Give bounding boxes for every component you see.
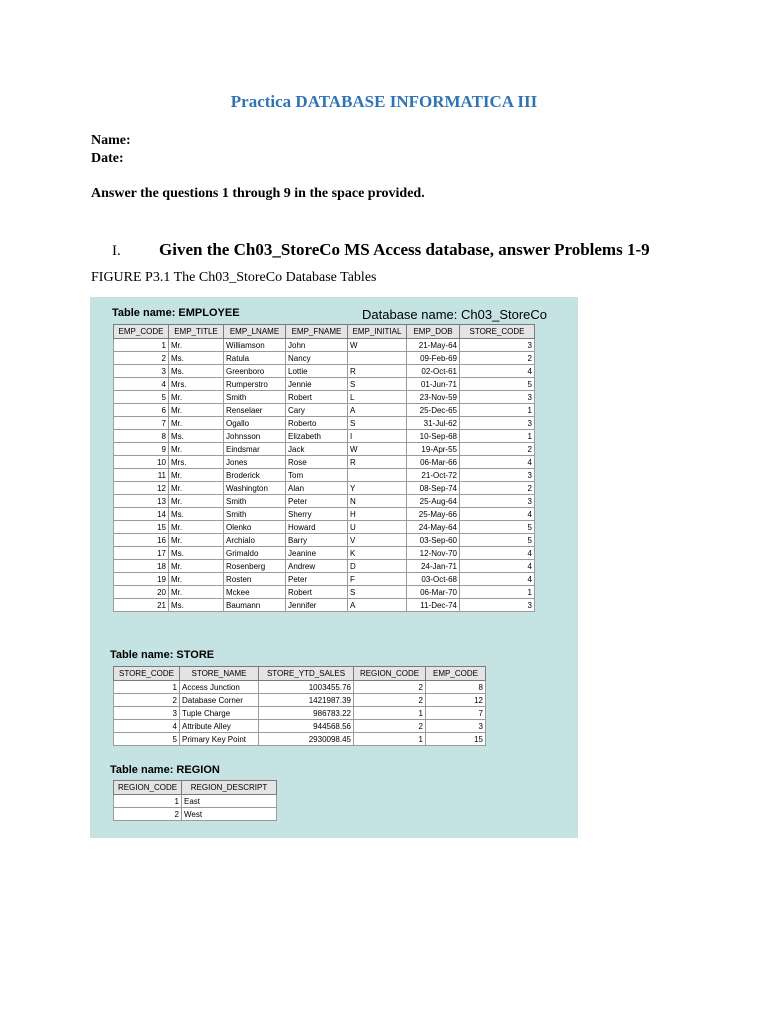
- table-cell: 12-Nov-70: [407, 547, 460, 560]
- table-cell: Renselaer: [224, 404, 286, 417]
- table-cell: 10: [114, 456, 169, 469]
- table-cell: 1: [354, 707, 426, 720]
- table-cell: Mr.: [169, 339, 224, 352]
- table-cell: Tuple Charge: [180, 707, 259, 720]
- table-cell: 3: [460, 391, 535, 404]
- table-cell: Primary Key Point: [180, 733, 259, 746]
- table-row: [114, 547, 535, 560]
- table-cell: 4: [114, 378, 169, 391]
- column-header: EMP_INITIAL: [348, 325, 407, 339]
- table-cell: Rosten: [224, 573, 286, 586]
- table-cell: Robert: [286, 586, 348, 599]
- table-cell: Greenboro: [224, 365, 286, 378]
- table-cell: East: [182, 795, 277, 808]
- table-cell: 3: [460, 599, 535, 612]
- table-cell: 11-Dec-74: [407, 599, 460, 612]
- table-cell: 19: [114, 573, 169, 586]
- table-row: [114, 365, 535, 378]
- table-row: [114, 720, 486, 733]
- column-header: STORE_NAME: [180, 667, 259, 681]
- table-cell: [348, 469, 407, 482]
- instruction-text: Answer the questions 1 through 9 in the space provided.: [91, 186, 425, 201]
- table-cell: A: [348, 599, 407, 612]
- table-cell: 20: [114, 586, 169, 599]
- column-header: STORE_CODE: [114, 667, 180, 681]
- table-cell: Access Junction: [180, 681, 259, 694]
- store-table-name: Table name: STORE: [110, 649, 215, 661]
- table-cell: Mr.: [169, 521, 224, 534]
- table-cell: 3: [426, 720, 486, 733]
- store-table-body: [114, 681, 486, 746]
- table-cell: 23-Nov-59: [407, 391, 460, 404]
- table-cell: 3: [460, 417, 535, 430]
- table-cell: 1: [460, 404, 535, 417]
- table-cell: 08-Sep-74: [407, 482, 460, 495]
- table-cell: 2: [354, 720, 426, 733]
- table-row: [114, 352, 535, 365]
- table-cell: 5: [114, 391, 169, 404]
- table-cell: H: [348, 508, 407, 521]
- table-cell: 25-Dec-65: [407, 404, 460, 417]
- table-cell: 2: [354, 694, 426, 707]
- table-cell: 01-Jun-71: [407, 378, 460, 391]
- table-cell: Mr.: [169, 417, 224, 430]
- table-cell: West: [182, 808, 277, 821]
- table-cell: Rosenberg: [224, 560, 286, 573]
- table-cell: 4: [460, 456, 535, 469]
- table-cell: 7: [114, 417, 169, 430]
- table-cell: Mr.: [169, 573, 224, 586]
- table-cell: 4: [114, 720, 180, 733]
- table-row: [114, 508, 535, 521]
- table-row: [114, 495, 535, 508]
- table-cell: Grimaldo: [224, 547, 286, 560]
- table-row: [114, 391, 535, 404]
- column-header: EMP_DOB: [407, 325, 460, 339]
- table-cell: Mrs.: [169, 456, 224, 469]
- table-cell: 25-Aug-64: [407, 495, 460, 508]
- table-cell: Attribute Alley: [180, 720, 259, 733]
- employee-table-name: Table name: EMPLOYEE: [112, 307, 240, 319]
- table-cell: Eindsmar: [224, 443, 286, 456]
- table-cell: 11: [114, 469, 169, 482]
- table-cell: 1: [460, 586, 535, 599]
- table-cell: D: [348, 560, 407, 573]
- name-label: Name:: [91, 133, 131, 148]
- table-cell: 4: [460, 365, 535, 378]
- table-cell: 2: [354, 681, 426, 694]
- table-cell: Broderick: [224, 469, 286, 482]
- table-cell: [348, 352, 407, 365]
- table-cell: Mr.: [169, 534, 224, 547]
- table-cell: Elizabeth: [286, 430, 348, 443]
- table-cell: 12: [426, 694, 486, 707]
- table-cell: Washington: [224, 482, 286, 495]
- table-cell: 1: [460, 430, 535, 443]
- table-cell: Olenko: [224, 521, 286, 534]
- table-cell: Rumperstro: [224, 378, 286, 391]
- table-cell: 24-May-64: [407, 521, 460, 534]
- table-cell: W: [348, 339, 407, 352]
- table-cell: 16: [114, 534, 169, 547]
- table-row: [114, 795, 277, 808]
- table-cell: 1421987.39: [259, 694, 354, 707]
- table-cell: Williamson: [224, 339, 286, 352]
- table-cell: 18: [114, 560, 169, 573]
- table-cell: 6: [114, 404, 169, 417]
- table-row: [114, 534, 535, 547]
- table-cell: 25-May-66: [407, 508, 460, 521]
- table-cell: Jennifer: [286, 599, 348, 612]
- table-cell: Mr.: [169, 404, 224, 417]
- table-row: [114, 430, 535, 443]
- table-cell: N: [348, 495, 407, 508]
- table-cell: Mr.: [169, 560, 224, 573]
- region-table-body: [114, 795, 277, 821]
- table-cell: 8: [114, 430, 169, 443]
- table-cell: Jones: [224, 456, 286, 469]
- page-title: Practica DATABASE INFORMATICA III: [230, 92, 538, 111]
- table-cell: 03-Oct-68: [407, 573, 460, 586]
- table-row: [114, 808, 277, 821]
- region-table-name: Table name: REGION: [110, 764, 220, 776]
- table-cell: 5: [460, 534, 535, 547]
- table-cell: Mckee: [224, 586, 286, 599]
- table-row: [114, 378, 535, 391]
- table-row: [114, 456, 535, 469]
- table-cell: Sherry: [286, 508, 348, 521]
- table-cell: Roberto: [286, 417, 348, 430]
- table-cell: 9: [114, 443, 169, 456]
- employee-header-row: [114, 325, 535, 339]
- table-row: [114, 733, 486, 746]
- table-cell: Johnsson: [224, 430, 286, 443]
- table-row: [114, 443, 535, 456]
- table-cell: 1: [354, 733, 426, 746]
- table-cell: Howard: [286, 521, 348, 534]
- table-cell: 944568.56: [259, 720, 354, 733]
- table-cell: Mr.: [169, 495, 224, 508]
- table-cell: 5: [114, 733, 180, 746]
- table-cell: Ms.: [169, 365, 224, 378]
- table-cell: Jeanine: [286, 547, 348, 560]
- column-header: EMP_CODE: [114, 325, 169, 339]
- table-cell: Mr.: [169, 469, 224, 482]
- table-row: [114, 586, 535, 599]
- table-cell: Alan: [286, 482, 348, 495]
- table-cell: 4: [460, 547, 535, 560]
- table-cell: W: [348, 443, 407, 456]
- table-cell: Mrs.: [169, 378, 224, 391]
- figure-caption: FIGURE P3.1 The Ch03_StoreCo Database Tables: [91, 270, 377, 285]
- table-cell: Mr.: [169, 586, 224, 599]
- table-cell: U: [348, 521, 407, 534]
- table-cell: Tom: [286, 469, 348, 482]
- table-cell: 03-Sep-60: [407, 534, 460, 547]
- table-cell: Smith: [224, 508, 286, 521]
- table-cell: 06-Mar-70: [407, 586, 460, 599]
- table-cell: Andrew: [286, 560, 348, 573]
- table-cell: Baumann: [224, 599, 286, 612]
- table-cell: S: [348, 378, 407, 391]
- column-header: STORE_CODE: [460, 325, 535, 339]
- table-cell: Rose: [286, 456, 348, 469]
- employee-table-body: [114, 339, 535, 612]
- table-cell: 02-Oct-61: [407, 365, 460, 378]
- table-cell: Y: [348, 482, 407, 495]
- table-cell: 2: [114, 694, 180, 707]
- column-header: REGION_CODE: [114, 781, 182, 795]
- table-cell: 986783.22: [259, 707, 354, 720]
- region-table: [113, 780, 277, 821]
- table-cell: I: [348, 430, 407, 443]
- table-cell: V: [348, 534, 407, 547]
- table-cell: 1003455.76: [259, 681, 354, 694]
- table-cell: Robert: [286, 391, 348, 404]
- table-cell: 21-Oct-72: [407, 469, 460, 482]
- table-row: [114, 339, 535, 352]
- table-cell: 19-Apr-55: [407, 443, 460, 456]
- table-cell: L: [348, 391, 407, 404]
- table-row: [114, 482, 535, 495]
- table-cell: Jennie: [286, 378, 348, 391]
- table-cell: 2: [114, 808, 182, 821]
- table-cell: A: [348, 404, 407, 417]
- section-heading: Given the Ch03_StoreCo MS Access database, answer Problems 1-9: [159, 240, 650, 259]
- table-cell: Ms.: [169, 508, 224, 521]
- table-cell: 2: [460, 443, 535, 456]
- table-cell: 2930098.45: [259, 733, 354, 746]
- table-cell: Jack: [286, 443, 348, 456]
- table-cell: 3: [460, 469, 535, 482]
- table-cell: 13: [114, 495, 169, 508]
- table-cell: 24-Jan-71: [407, 560, 460, 573]
- table-cell: Lottie: [286, 365, 348, 378]
- table-cell: R: [348, 456, 407, 469]
- table-cell: 17: [114, 547, 169, 560]
- table-cell: R: [348, 365, 407, 378]
- employee-table: [113, 324, 535, 612]
- database-name: Database name: Ch03_StoreCo: [362, 307, 548, 322]
- table-row: [114, 573, 535, 586]
- table-cell: 4: [460, 508, 535, 521]
- table-cell: 1: [114, 795, 182, 808]
- table-cell: 3: [460, 339, 535, 352]
- table-cell: Cary: [286, 404, 348, 417]
- table-cell: Mr.: [169, 443, 224, 456]
- table-cell: Archialo: [224, 534, 286, 547]
- store-header-row: [114, 667, 486, 681]
- table-cell: 14: [114, 508, 169, 521]
- table-cell: 4: [460, 573, 535, 586]
- table-row: [114, 469, 535, 482]
- column-header: EMP_FNAME: [286, 325, 348, 339]
- table-cell: 5: [460, 378, 535, 391]
- table-cell: 21: [114, 599, 169, 612]
- region-header-row: [114, 781, 277, 795]
- table-row: [114, 694, 486, 707]
- table-cell: Ogallo: [224, 417, 286, 430]
- table-cell: F: [348, 573, 407, 586]
- table-cell: 15: [426, 733, 486, 746]
- table-cell: 8: [426, 681, 486, 694]
- table-row: [114, 521, 535, 534]
- table-row: [114, 560, 535, 573]
- column-header: EMP_LNAME: [224, 325, 286, 339]
- table-row: [114, 707, 486, 720]
- table-cell: K: [348, 547, 407, 560]
- table-cell: 2: [460, 482, 535, 495]
- table-cell: 06-Mar-66: [407, 456, 460, 469]
- table-cell: Ms.: [169, 352, 224, 365]
- table-cell: 10-Sep-68: [407, 430, 460, 443]
- table-cell: 5: [460, 521, 535, 534]
- table-row: [114, 404, 535, 417]
- table-cell: Barry: [286, 534, 348, 547]
- date-label: Date:: [91, 151, 124, 166]
- store-table: [113, 666, 486, 746]
- table-row: [114, 681, 486, 694]
- table-cell: 3: [460, 495, 535, 508]
- column-header: REGION_DESCRIPT: [182, 781, 277, 795]
- table-cell: 12: [114, 482, 169, 495]
- table-cell: 31-Jul-62: [407, 417, 460, 430]
- table-cell: 7: [426, 707, 486, 720]
- table-row: [114, 417, 535, 430]
- table-cell: S: [348, 586, 407, 599]
- table-cell: 21-May-64: [407, 339, 460, 352]
- table-cell: 4: [460, 560, 535, 573]
- column-header: EMP_TITLE: [169, 325, 224, 339]
- table-cell: S: [348, 417, 407, 430]
- table-cell: 2: [114, 352, 169, 365]
- table-cell: Mr.: [169, 482, 224, 495]
- table-cell: Ratula: [224, 352, 286, 365]
- table-cell: Ms.: [169, 430, 224, 443]
- table-cell: 3: [114, 365, 169, 378]
- table-cell: Mr.: [169, 391, 224, 404]
- table-cell: 15: [114, 521, 169, 534]
- section-number: I.: [112, 243, 121, 259]
- table-cell: Smith: [224, 391, 286, 404]
- table-cell: Ms.: [169, 599, 224, 612]
- table-cell: Peter: [286, 495, 348, 508]
- table-cell: 1: [114, 339, 169, 352]
- table-cell: 09-Feb-69: [407, 352, 460, 365]
- table-cell: 3: [114, 707, 180, 720]
- column-header: EMP_CODE: [426, 667, 486, 681]
- table-cell: Ms.: [169, 547, 224, 560]
- table-cell: 1: [114, 681, 180, 694]
- table-cell: John: [286, 339, 348, 352]
- table-cell: Peter: [286, 573, 348, 586]
- column-header: STORE_YTD_SALES: [259, 667, 354, 681]
- table-cell: Nancy: [286, 352, 348, 365]
- table-row: [114, 599, 535, 612]
- table-cell: Database Corner: [180, 694, 259, 707]
- database-figure: [90, 297, 578, 838]
- table-cell: Smith: [224, 495, 286, 508]
- column-header: REGION_CODE: [354, 667, 426, 681]
- table-cell: 2: [460, 352, 535, 365]
